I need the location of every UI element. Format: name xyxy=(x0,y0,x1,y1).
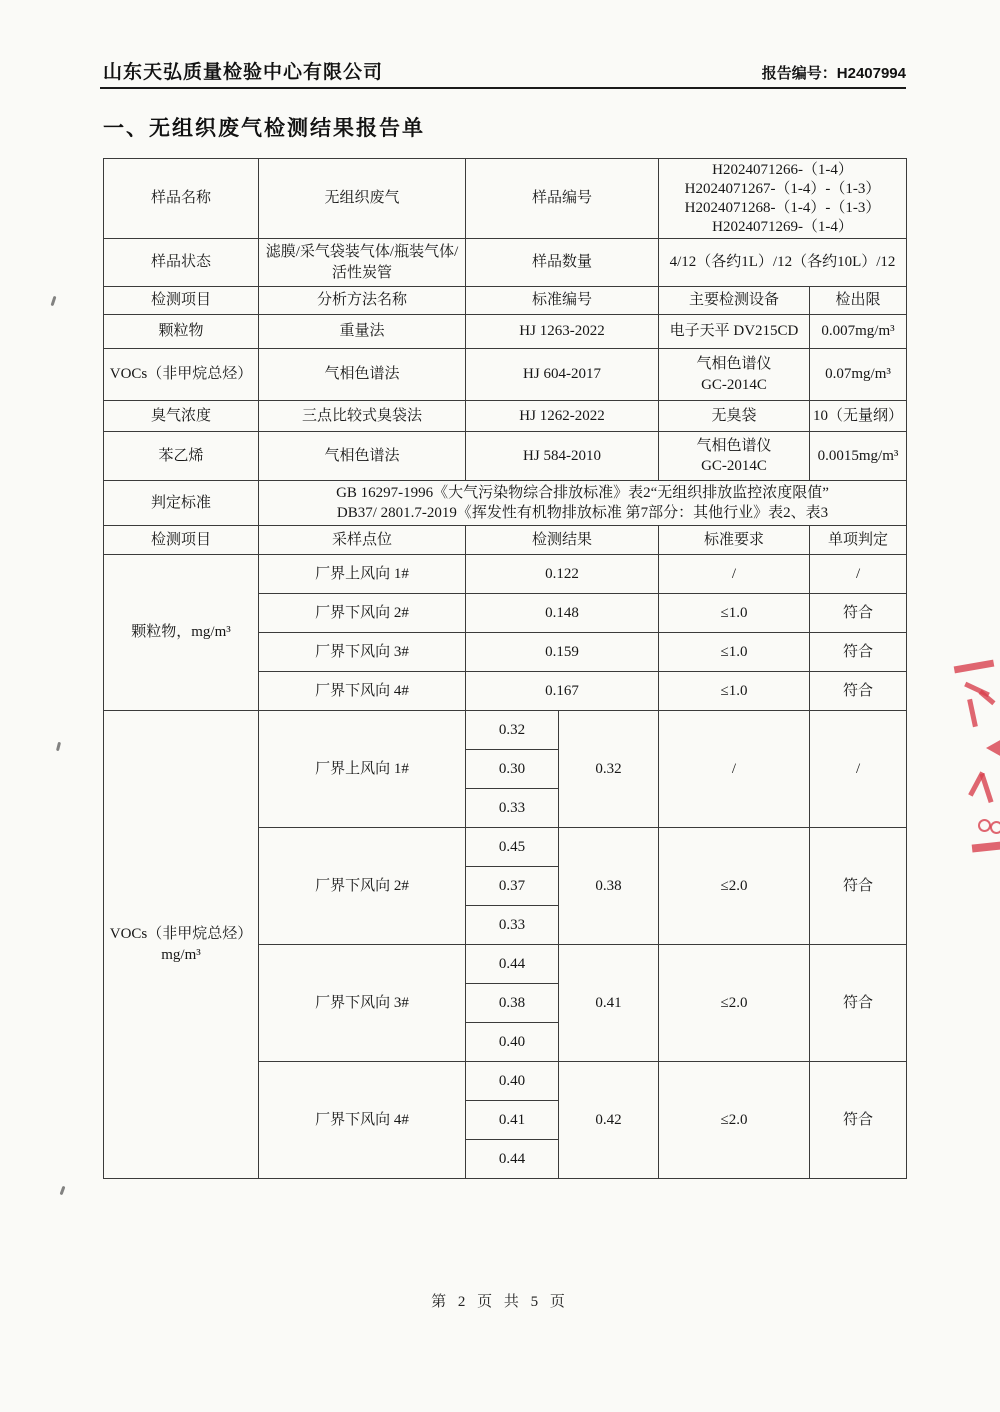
test-results-table xyxy=(103,158,907,1179)
vocs-standard: ≤2.0 xyxy=(659,828,810,945)
vocs-value: 0.40 xyxy=(466,1023,559,1062)
table-row xyxy=(104,555,907,594)
equipment-line: GC-2014C xyxy=(701,458,767,474)
method-limit: 10（无量纲） xyxy=(810,401,907,432)
equipment-line: GC-2014C xyxy=(701,376,767,393)
sample-id-3: H2024071268-（1-4）-（1-3） xyxy=(684,199,881,216)
stamp-stroke xyxy=(990,821,1000,834)
scan-speck xyxy=(51,296,57,306)
red-stamp-fragment xyxy=(948,655,1000,865)
vocs-point: 厂界下风向 2# xyxy=(259,828,466,945)
vocs-item-line-1: VOCs（非甲烷总烃） xyxy=(109,926,253,943)
sample-qty-label: 样品数量 xyxy=(466,239,659,287)
vocs-value: 0.38 xyxy=(466,984,559,1023)
sample-name-label: 样品名称 xyxy=(104,159,259,239)
col-header-item: 检测项目 xyxy=(104,287,259,315)
sample-qty-value: 4/12（各约1L）/12（各约10L）/12 xyxy=(659,239,907,287)
vocs-value: 0.33 xyxy=(466,789,559,828)
vocs-value: 0.37 xyxy=(466,867,559,906)
col-header-result: 检测结果 xyxy=(466,526,659,555)
method-standard: HJ 1263-2022 xyxy=(466,315,659,349)
table-row xyxy=(104,481,907,526)
vocs-point: 厂界下风向 4# xyxy=(259,1062,466,1179)
method-limit: 0.0015mg/m³ xyxy=(810,432,907,481)
company-name: 山东天弘质量检验中心有限公司 xyxy=(103,62,384,83)
vocs-judge: 符合 xyxy=(810,1062,907,1179)
sample-id-label: 样品编号 xyxy=(466,159,659,239)
vocs-item-label xyxy=(104,711,259,1179)
method-equipment xyxy=(659,315,810,349)
sample-state-label: 样品状态 xyxy=(104,239,259,287)
sample-id-1: H2024071266-（1-4） xyxy=(712,161,853,178)
vocs-average: 0.42 xyxy=(559,1062,659,1179)
method-name: 气相色谱法 xyxy=(259,432,466,481)
col-header-requirement: 标准要求 xyxy=(659,526,810,555)
vocs-average: 0.38 xyxy=(559,828,659,945)
pm-judge: 符合 xyxy=(810,633,907,672)
sample-state-value: 滤膜/采气袋装气体/瓶装气体/活性炭管 xyxy=(259,239,466,287)
vocs-judge: 符合 xyxy=(810,828,907,945)
method-name: 重量法 xyxy=(259,315,466,349)
stamp-stroke xyxy=(954,660,995,674)
report-number xyxy=(762,62,906,83)
vocs-judge: / xyxy=(810,711,907,828)
method-name: 三点比较式臭袋法 xyxy=(259,401,466,432)
method-item: 臭气浓度 xyxy=(104,401,259,432)
vocs-standard: / xyxy=(659,711,810,828)
vocs-value: 0.33 xyxy=(466,906,559,945)
judgement-line-2: DB37/ 2801.7-2019《挥发性有机物排放标准 第7部分：其他行业》表2、表3 xyxy=(336,505,829,521)
method-name: 气相色谱法 xyxy=(259,349,466,401)
table-row xyxy=(104,432,907,481)
report-number-label: 报告编号： xyxy=(761,65,837,82)
pm-standard: ≤1.0 xyxy=(659,633,810,672)
vocs-item-line-2: mg/m³ xyxy=(161,946,201,963)
vocs-value: 0.32 xyxy=(466,711,559,750)
equipment-line: 无臭袋 xyxy=(711,407,757,424)
table-row xyxy=(104,239,907,287)
method-standard: HJ 1262-2022 xyxy=(466,401,659,432)
method-item: 苯乙烯 xyxy=(104,432,259,481)
judgement-line-1: GB 16297-1996《大气污染物综合排放标准》表2“无组织排放监控浓度限值” xyxy=(336,484,829,501)
pm-standard: / xyxy=(659,555,810,594)
sample-name-value: 无组织废气 xyxy=(259,159,466,239)
pm-result: 0.167 xyxy=(466,672,659,711)
equipment-line: 气相色谱仪 xyxy=(696,356,772,373)
pm-judge: / xyxy=(810,555,907,594)
vocs-value: 0.44 xyxy=(466,945,559,984)
method-equipment xyxy=(659,349,810,401)
report-number-value: H2407994 xyxy=(836,65,906,82)
vocs-standard: ≤2.0 xyxy=(659,945,810,1062)
method-item: VOCs（非甲烷总烃） xyxy=(104,349,259,401)
pm-point: 厂界下风向 4# xyxy=(259,672,466,711)
stamp-stroke xyxy=(967,699,978,727)
sample-id-4: H2024071269-（1-4） xyxy=(712,218,853,235)
vocs-value: 0.44 xyxy=(466,1140,559,1179)
stamp-stroke xyxy=(978,819,991,832)
table-row xyxy=(104,401,907,432)
method-equipment xyxy=(659,432,810,481)
table-row xyxy=(104,711,907,750)
table-header-row xyxy=(104,287,907,315)
pm-point: 厂界下风向 2# xyxy=(259,594,466,633)
table-row xyxy=(104,315,907,349)
equipment-line: 气相色谱仪 xyxy=(696,437,772,454)
page-number: 第 2 页 共 5 页 xyxy=(431,1294,569,1310)
vocs-point: 厂界上风向 1# xyxy=(259,711,466,828)
page-title: 一、无组织废气检测结果报告单 xyxy=(103,117,425,140)
method-item: 颗粒物 xyxy=(104,315,259,349)
judgement-text xyxy=(259,481,907,526)
table-row xyxy=(104,349,907,401)
method-equipment xyxy=(659,401,810,432)
col-header-item: 检测项目 xyxy=(104,526,259,555)
col-header-method: 分析方法名称 xyxy=(259,287,466,315)
stamp-stroke xyxy=(979,773,993,803)
col-header-standard: 标准编号 xyxy=(466,287,659,315)
sample-id-values xyxy=(659,159,907,239)
vocs-judge: 符合 xyxy=(810,945,907,1062)
vocs-value: 0.30 xyxy=(466,750,559,789)
method-limit: 0.07mg/m³ xyxy=(810,349,907,401)
pm-judge: 符合 xyxy=(810,594,907,633)
equipment-line: 电子天平 DV215CD xyxy=(669,323,799,340)
table-header-row xyxy=(104,526,907,555)
pm-judge: 符合 xyxy=(810,672,907,711)
col-header-judge: 单项判定 xyxy=(810,526,907,555)
vocs-value: 0.45 xyxy=(466,828,559,867)
header-divider xyxy=(100,87,906,89)
vocs-value: 0.41 xyxy=(466,1101,559,1140)
method-limit: 0.007mg/m³ xyxy=(810,315,907,349)
scan-speck xyxy=(60,1186,66,1195)
pm-standard: ≤1.0 xyxy=(659,594,810,633)
method-standard: HJ 604-2017 xyxy=(466,349,659,401)
pm-standard: ≤1.0 xyxy=(659,672,810,711)
col-header-limit: 检出限 xyxy=(810,287,907,315)
stamp-stroke xyxy=(972,841,1000,852)
stamp-stroke xyxy=(986,739,1000,757)
col-header-point: 采样点位 xyxy=(259,526,466,555)
pm-item-label: 颗粒物，mg/m³ xyxy=(104,555,259,711)
pm-point: 厂界下风向 3# xyxy=(259,633,466,672)
judgement-label: 判定标准 xyxy=(104,481,259,526)
pm-result: 0.148 xyxy=(466,594,659,633)
vocs-average: 0.32 xyxy=(559,711,659,828)
vocs-standard: ≤2.0 xyxy=(659,1062,810,1179)
sample-id-2: H2024071267-（1-4）-（1-3） xyxy=(684,180,881,197)
col-header-equipment: 主要检测设备 xyxy=(659,287,810,315)
pm-result: 0.122 xyxy=(466,555,659,594)
method-standard: HJ 584-2010 xyxy=(466,432,659,481)
vocs-average: 0.41 xyxy=(559,945,659,1062)
vocs-point: 厂界下风向 3# xyxy=(259,945,466,1062)
scan-speck xyxy=(56,742,61,751)
pm-point: 厂界上风向 1# xyxy=(259,555,466,594)
pm-result: 0.159 xyxy=(466,633,659,672)
vocs-value: 0.40 xyxy=(466,1062,559,1101)
table-row xyxy=(104,159,907,239)
